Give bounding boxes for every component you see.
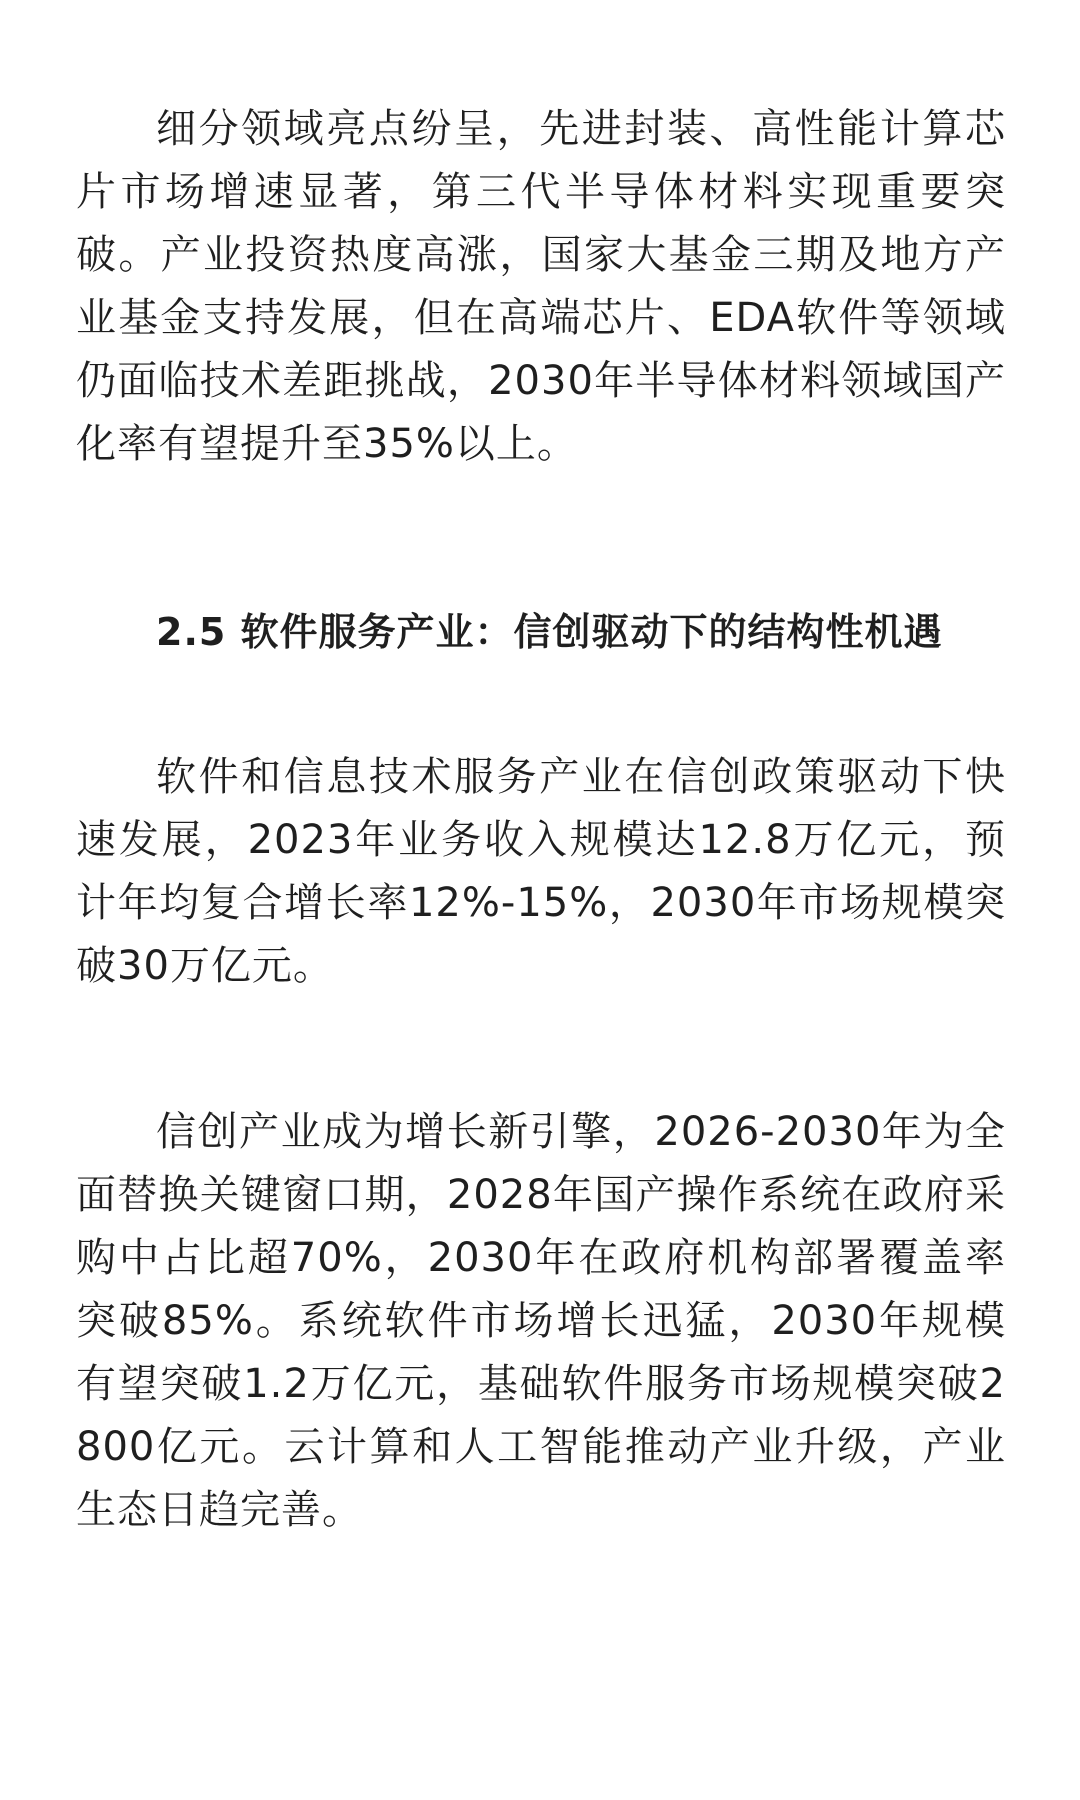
paragraph-semiconductor-highlights: 细分领域亮点纷呈，先进封装、高性能计算芯片市场增速显著，第三代半导体材料实现重要突破。产业投资热度高涨，国家大基金三期及地方产业基金支持发展，但在高端芯片、EDA软件等领域仍面临技术差距挑战，2030年半导体材料领域国产化率有望提升至35%以上。 <box>76 106 1006 467</box>
paragraph-software-services: 软件和信息技术服务产业在信创政策驱动下快速发展，2023年业务收入规模达12.8万亿元，预计年均复合增长率12%-15%，2030年市场规模突破30万亿元。 <box>76 754 1006 989</box>
paragraph-xinchuang-industry: 信创产业成为增长新引擎，2026-2030年为全面替换关键窗口期，2028年国产操作系统在政府采购中占比超70%，2030年在政府机构部署覆盖率突破85%。系统软件市场增长迅猛，2030年规模有望突破1.2万亿元，基础软件服务市场规模突破2800亿元。云计算和人工智能推动产业升级，产业生态日趋完善。 <box>76 1109 1006 1533</box>
section-heading: 2.5 软件服务产业：信创驱动下的结构性机遇 <box>156 610 943 654</box>
